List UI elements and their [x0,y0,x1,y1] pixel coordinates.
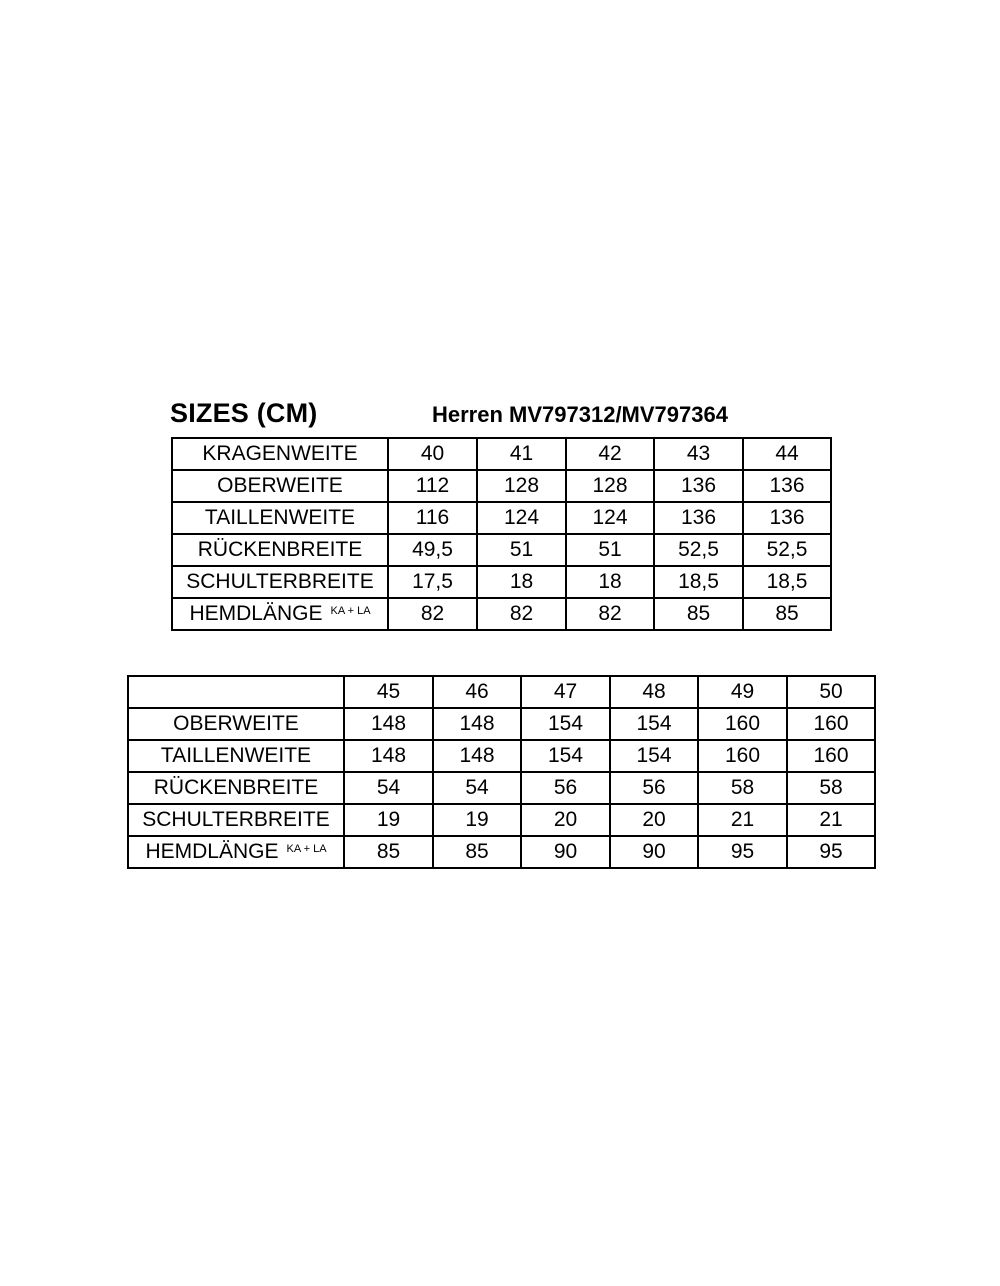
table-cell: 18,5 [654,566,743,598]
table-row [172,470,831,502]
table-cell: 52,5 [743,534,831,566]
table-cell: 56 [610,772,698,804]
table-row [128,836,875,868]
table-cell: 43 [654,438,743,470]
header-label-cell [128,676,344,708]
table-cell: 160 [787,708,875,740]
table-cell: 136 [743,502,831,534]
table-cell: 160 [698,740,787,772]
table-cell: 154 [610,708,698,740]
page-title: SIZES (CM) [170,398,318,428]
table-cell: 18 [566,566,654,598]
table-cell: 136 [654,470,743,502]
table-cell: 19 [433,804,521,836]
table-cell: 20 [521,804,610,836]
row-label: OBERWEITE [217,474,343,497]
table-row [172,438,831,470]
size-table-2 [127,675,876,869]
table-cell: 51 [566,534,654,566]
table-cell: 148 [344,740,433,772]
size-header-cell: 49 [698,676,787,708]
size-table-1 [171,437,832,631]
table-cell: 85 [743,598,831,630]
table-cell: 40 [388,438,477,470]
table-cell: 21 [787,804,875,836]
size-header-cell: 48 [610,676,698,708]
table-cell: 160 [698,708,787,740]
table-cell: 21 [698,804,787,836]
row-label: SCHULTERBREITE [186,570,374,593]
row-label-note: KA + LA [286,843,327,855]
row-label-cell [172,534,388,566]
table-cell: 19 [344,804,433,836]
table-row [172,534,831,566]
table-cell: 51 [477,534,566,566]
size-header-cell: 46 [433,676,521,708]
row-label-note: KA + LA [330,605,371,617]
table-cell: 116 [388,502,477,534]
table-cell: 82 [388,598,477,630]
table-cell: 148 [344,708,433,740]
table-cell: 54 [344,772,433,804]
table-cell: 58 [787,772,875,804]
table-row [128,772,875,804]
table-row [128,804,875,836]
table-cell: 148 [433,740,521,772]
table-cell: 20 [610,804,698,836]
table-cell: 95 [698,836,787,868]
row-label-cell [128,740,344,772]
row-label-cell [128,708,344,740]
table-cell: 18,5 [743,566,831,598]
table-cell: 154 [521,708,610,740]
table-cell: 128 [566,470,654,502]
table-cell: 56 [521,772,610,804]
table-header-row [128,676,875,708]
table-cell: 128 [477,470,566,502]
table-row [128,708,875,740]
table-cell: 85 [344,836,433,868]
table-cell: 112 [388,470,477,502]
table-cell: 160 [787,740,875,772]
size-header-cell: 45 [344,676,433,708]
table-cell: 17,5 [388,566,477,598]
row-label-cell [172,598,388,630]
table-cell: 148 [433,708,521,740]
table-cell: 154 [521,740,610,772]
table-cell: 54 [433,772,521,804]
size-header-cell: 50 [787,676,875,708]
row-label-cell [172,566,388,598]
table-cell: 44 [743,438,831,470]
table-cell: 124 [566,502,654,534]
table-row [172,502,831,534]
row-label-cell [128,804,344,836]
row-label: RÜCKENBREITE [153,776,319,799]
row-label-cell [172,438,388,470]
size-header-cell: 47 [521,676,610,708]
table-cell: 18 [477,566,566,598]
table-row [128,740,875,772]
row-label-cell [172,470,388,502]
table-cell: 95 [787,836,875,868]
table-cell: 85 [433,836,521,868]
row-label: TAILLENWEITE [204,506,356,529]
row-label-cell [172,502,388,534]
row-label: SCHULTERBREITE [142,808,330,831]
table-cell: 124 [477,502,566,534]
table-cell: 52,5 [654,534,743,566]
table-cell: 82 [477,598,566,630]
table-cell: 154 [610,740,698,772]
table-cell: 136 [743,470,831,502]
row-label-cell [128,772,344,804]
table-cell: 82 [566,598,654,630]
row-label-cell [128,836,344,868]
table-cell: 90 [610,836,698,868]
table-cell: 136 [654,502,743,534]
row-label: HEMDLÄNGE [189,602,323,625]
table-cell: 58 [698,772,787,804]
row-label: TAILLENWEITE [160,744,312,767]
table-cell: 41 [477,438,566,470]
table-row [172,598,831,630]
table-cell: 49,5 [388,534,477,566]
table-cell: 42 [566,438,654,470]
row-label: OBERWEITE [173,712,299,735]
row-label: KRAGENWEITE [202,442,358,465]
product-title: Herren MV797312/MV797364 [432,402,728,427]
table-cell: 85 [654,598,743,630]
table-row [172,566,831,598]
row-label: HEMDLÄNGE [145,840,279,863]
row-label: RÜCKENBREITE [197,538,363,561]
table-cell: 90 [521,836,610,868]
